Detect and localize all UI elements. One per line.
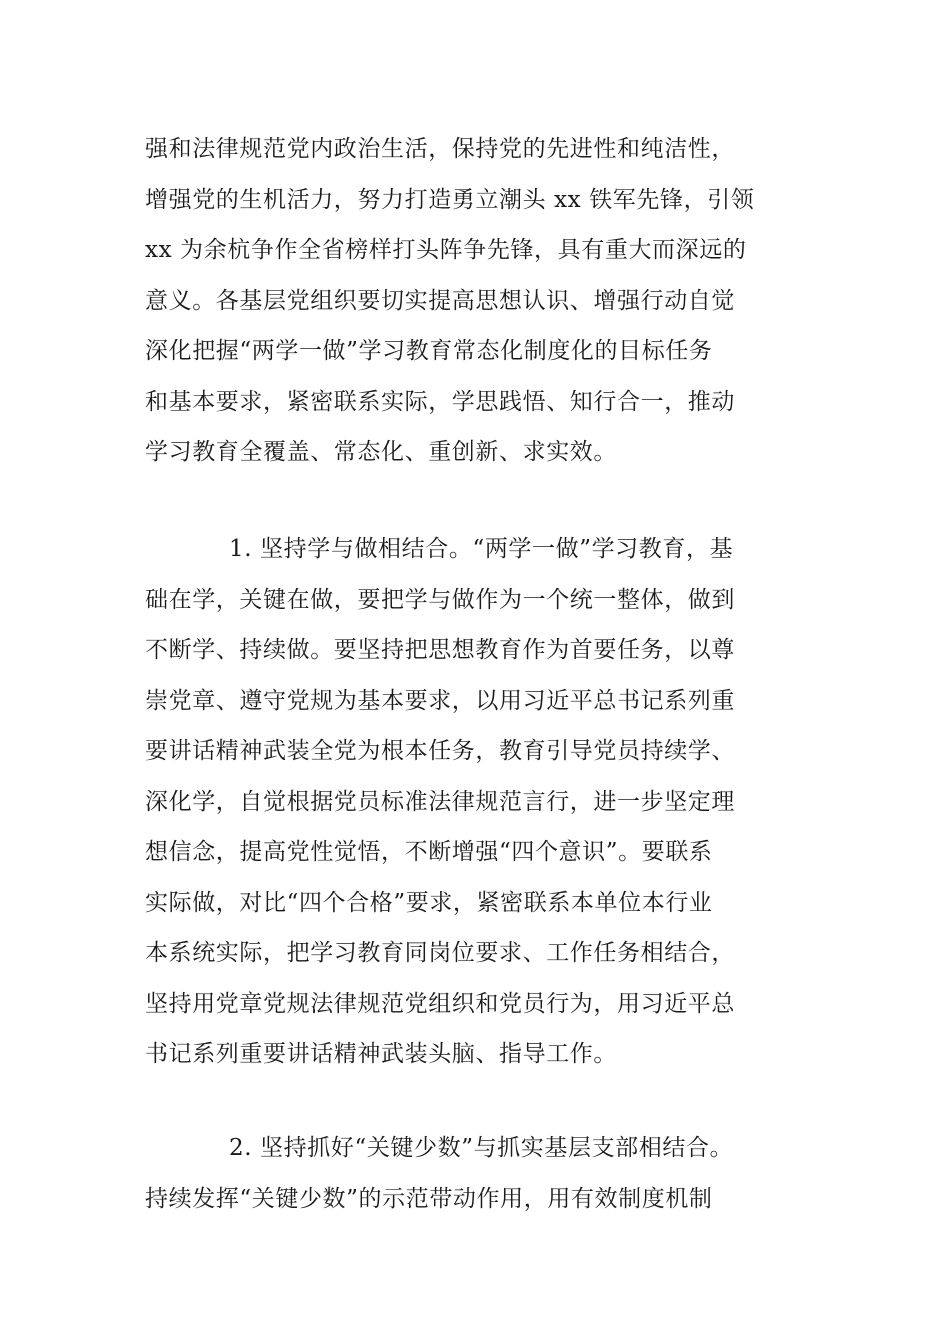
paragraph-line: 深化学，自觉根据党员标准法律规范言行，进一步坚定理	[145, 788, 735, 815]
paragraph-line: 坚持用党章党规法律规范党组织和党员行为，用习近平总	[145, 990, 735, 1017]
paragraph-line: 意义。各基层党组织要切实提高思想认识、增强行动自觉	[145, 287, 735, 314]
paragraph-line: 增强党的生机活力，努力打造勇立潮头 xx 铁军先锋，引领	[145, 186, 755, 213]
paragraph-line: xx 为余杭争作全省榜样打头阵争先锋，具有重大而深远的	[145, 237, 747, 263]
paragraph-line: 实际做，对比“四个合格”要求，紧密联系本单位本行业	[145, 889, 713, 916]
paragraph-line: 要讲话精神武装全党为根本任务，教育引导党员持续学、	[145, 738, 735, 764]
paragraph-heading-line: 1. 坚持学与做相结合。“两学一做”学习教育，基	[229, 536, 734, 562]
paragraph-line: 想信念，提高党性觉悟，不断增强“四个意识”。要联系	[145, 839, 713, 865]
paragraph-heading-line: 2. 坚持抓好“关键少数”与抓实基层支部相结合。	[229, 1135, 734, 1161]
paragraph-line: 书记系列重要讲话精神武装头脑、指导工作。	[145, 1041, 617, 1067]
paragraph-continuation	[145, 124, 807, 478]
paragraph-line: 不断学、持续做。要坚持把思想教育作为首要任务，以尊	[145, 637, 735, 663]
paragraph-line: 学习教育全覆盖、常态化、重创新、求实效。	[145, 439, 617, 465]
paragraph-line: 崇党章、遵守党规为基本要求，以用习近平总书记系列重	[145, 687, 735, 714]
paragraph-line: 持续发挥“关键少数”的示范带动作用，用有效制度机制	[145, 1185, 713, 1212]
paragraph-line: 础在学，关键在做，要把学与做作为一个统一整体，做到	[145, 586, 735, 613]
paragraph-line: 本系统实际，把学习教育同岗位要求、工作任务相结合，	[145, 940, 735, 966]
paragraph-line: 和基本要求，紧密联系实际，学思践悟、知行合一，推动	[145, 388, 735, 415]
paragraph-line: 强和法律规范党内政治生活，保持党的先进性和纯洁性，	[145, 136, 735, 162]
paragraph-point-1	[145, 524, 807, 1080]
paragraph-line: 深化把握“两学一做”学习教育常态化制度化的目标任务	[145, 338, 713, 364]
paragraph-point-2	[145, 1123, 807, 1224]
